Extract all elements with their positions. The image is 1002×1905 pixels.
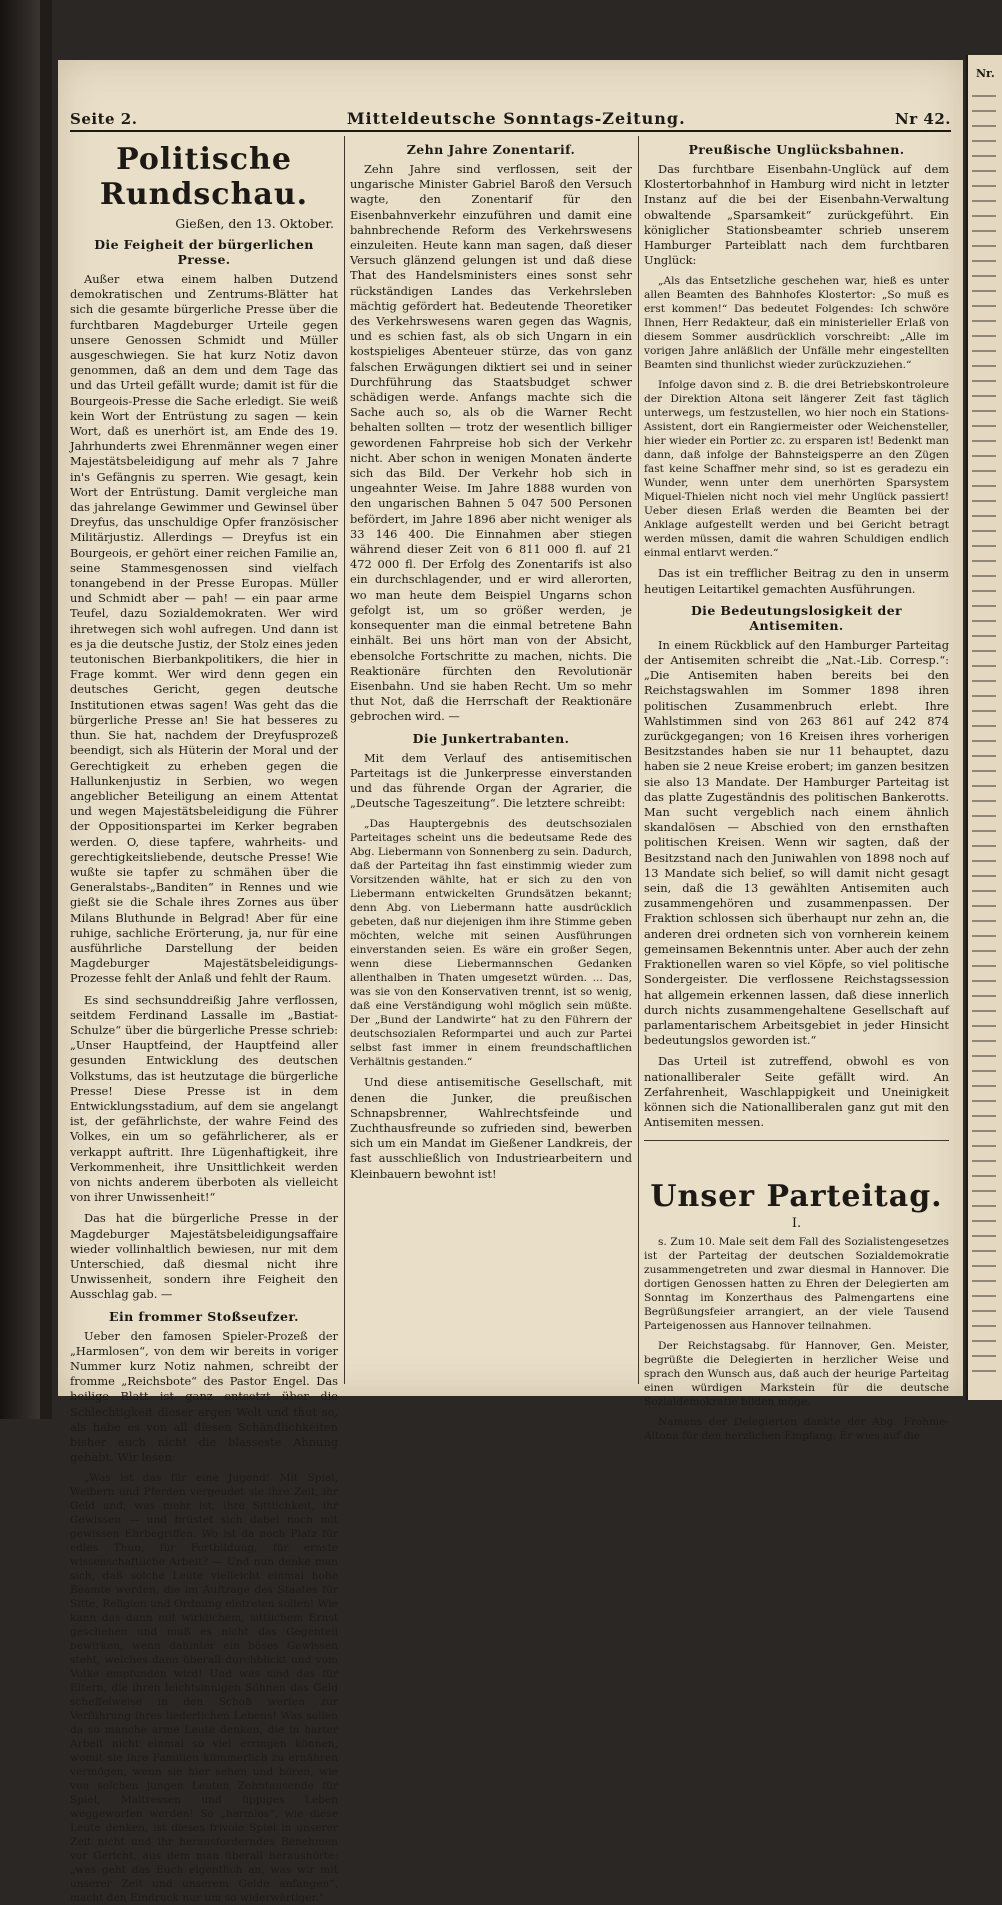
binding-board: [40, 0, 52, 1419]
article-heading: Ein frommer Stoßseufzer.: [109, 1308, 299, 1324]
article-quote: „Als das Entsetzliche geschehen war, hieß es unter allen Beamten des Bahnhofes Klostertor: „So muß es erst kommen!“ Das bedeutet Folgendes: Ich schwöre Ihnen, Herr Redakteur, daß ein ministerieller Erlaß von diesem Sommer ausdrücklich vorschreibt: „Alle im vorigen Jahre anläßlich der Unfälle mehr eingestellten Beamten sind thunlichst wieder zurückzuziehen.“: [644, 275, 949, 372]
adjacent-text-line: [972, 710, 996, 712]
adjacent-text-line: [972, 455, 996, 457]
article-heading: Preußische Unglücksbahnen.: [688, 142, 905, 157]
adjacent-text-line: [972, 410, 996, 412]
book-spine: [0, 0, 40, 1419]
article-heading: Die Junkertrabanten.: [412, 730, 570, 746]
article-paragraph: Der Reichstagsabg. für Hannover, Gen. Meister, begrüßte die Delegierten in herzlicher Weise und sprach den Wunsch aus, daß auch der heurige Parteitag einen würdigen Markstein für die deutsche Sozialdemokratie bilden möge.: [644, 1340, 949, 1409]
adjacent-text-line: [972, 635, 996, 637]
article-quote: Infolge davon sind z. B. die drei Betriebskontroleure der Direktion Altona seit längerer Zeit fast täglich unterwegs, um festzustellen, wo hier noch ein Stations-Assistent, dort ein Rangiermeister oder Weichensteller, hier wieder ein Portier zc. zu ersparen ist! Bedenkt man dann, daß infolge der Bahnsteigsperre an den Zügen fast keine Schaffner mehr sind, so ist es geradezu ein Wunder, wenn unter dem unerhörten Sparsystem Miquel-Thielen nicht noch viel mehr Unglück passiert! Ueber diesen Erlaß werden die Beamten bei der Anklage aufgestellt werden und bei Gericht betragt werden müssen, damit die wahren Schuldigen endlich einmal entlarvt werden.“: [644, 379, 949, 560]
adjacent-text-line: [972, 1190, 996, 1192]
adjacent-text-line: [972, 575, 996, 577]
adjacent-text-line: [972, 1055, 996, 1057]
adjacent-text-line: [972, 305, 996, 307]
adjacent-text-line: [972, 1340, 996, 1342]
adjacent-text-line: [972, 995, 996, 997]
adjacent-text-line: [972, 215, 996, 217]
adjacent-text-line: [972, 920, 996, 922]
adjacent-text-line: [972, 1205, 996, 1207]
adjacent-text-line: [972, 590, 996, 592]
adjacent-text-line: [972, 230, 996, 232]
section-divider: [644, 1140, 949, 1141]
adjacent-text-line: [972, 275, 996, 277]
adjacent-text-line: [972, 770, 996, 772]
parteitag-part: I.: [791, 1216, 802, 1232]
adjacent-text-line: [972, 515, 996, 517]
adjacent-text-line: [972, 485, 996, 487]
adjacent-text-line: [972, 1085, 996, 1087]
adjacent-text-line: [972, 665, 996, 667]
adjacent-text-line: [972, 965, 996, 967]
article-quote: „Was ist das für eine Jugend! Mit Spiel, Weibern und Pferden vergeudet sie ihre Zeit, ihr Geld und, was mehr ist, ihre Sittlichkeit, ihr Gewissen — und brüstet sich dabei noch mit gewissen Ehrbegriffen. Wo ist da noch Platz für edles Thun, für Fortbildung, für ernste wissenschaftliche Arbeit? — Und nun denke man sich, daß solche Leute vielleicht einmal hohe Beamte werden, die im Auftrage des Staates für Sitte, Religion und Ordnung eintreten sollen! Wie kann das dann mit wirklichem, sittlichem Ernst geschehen und muß es nicht das Gegenteil bewirken, wenn dahinter ein böses Gewissen steht, welches dann überall durchblickt und vom Volke empfunden wird! Und was sind das für Eltern, die ihren leichtsinnigen Söhnen das Geld scheffelweise in den Schoß werfen zur Verführung ihres liederlichen Lebens! Was sollen da so manche arme Leute denken, die in harter Arbeit nicht einmal so viel erringen können, womit sie ihre Familien kümmerlich zu ernähren vermögen, wenn sie hier sehen und hören, wie von solchen jungen Leuten Zehntausende für Spiel, Maitressen und üppiges Leben weggeworfen werden! So „harmlos“, wie diese Leute denken, ist dieses frivole Spiel in unserer Zeit nicht und ihr herausforderndes Benehmen vor Gericht, aus dem man überall heraushörte: „was geht das Euch eigentlich an, was wir mit unserer Zeit und unserem Gelde anfangen“, macht den Eindruck nur um so widerwärtiger.“: [70, 1472, 338, 1905]
article-paragraph: Das furchtbare Eisenbahn-Unglück auf dem Klostertorbahnhof in Hamburg wird nicht in letzter Instanz auf die bei der Eisenbahn-Verwaltung obwaltende „Sparsamkeit“ zurückgeführt. Ein königlicher Stationsbeamter schrieb unserem Hamburger Parteiblatt nach dem furchtbaren Unglück:: [644, 162, 949, 268]
parteitag-title: Unser Parteitag.: [650, 1179, 943, 1215]
adjacent-text-line: [972, 185, 996, 187]
adjacent-text-line: [972, 680, 996, 682]
adjacent-text-line: [972, 1025, 996, 1027]
adjacent-text-line: [972, 935, 996, 937]
adjacent-text-line: [972, 560, 996, 562]
column-rule: [638, 136, 639, 1384]
adjacent-page-edge: [966, 55, 1002, 1400]
adjacent-text-line: [972, 1325, 996, 1327]
adjacent-text-line: [972, 755, 996, 757]
adjacent-text-line: [972, 1070, 996, 1072]
adjacent-text-line: [972, 980, 996, 982]
adjacent-issue-fragment: Nr.: [976, 67, 995, 80]
adjacent-text-line: [972, 110, 996, 112]
adjacent-text-line: [972, 650, 996, 652]
adjacent-text-line: [972, 860, 996, 862]
adjacent-text-line: [972, 1040, 996, 1042]
column-3: [644, 136, 949, 1443]
adjacent-text-line: [972, 170, 996, 172]
article-heading: Zehn Jahre Zonentarif.: [406, 142, 576, 157]
adjacent-text-line: [972, 500, 996, 502]
article-paragraph: Namens der Delegierten dankte der Abg. Frohme-Altona für den herzlichen Empfang. Er wies auf die: [644, 1416, 949, 1443]
adjacent-text-line: [972, 335, 996, 337]
article-paragraph: Zehn Jahre sind verflossen, seit der ungarische Minister Gabriel Baroß den Versuch wagte, den Zonentarif für den Eisenbahnverkehr einzuführen und damit eine bahnbrechende Reform des Verkehrswesens einzuleiten. Heute kann man sagen, daß dieser Versuch glänzend gelungen ist und daß diese That des Handelsministers eines sonst sehr rückständigen Landes das Verkehrsleben mächtig gefördert hat. Bedeutende Theoretiker des Verkehrswesens waren gegen das Wagnis, und es schien fast, als ob sich Ungarn in ein kostspieliges Abenteuer stürze, das von ganz falschen Erwägungen diktiert sei und in seiner Durchführung das Staatsbudget schwer schädigen werde. Anfangs machte sich die Sache auch so, als ob die Warner Recht behalten sollten — trotz der wesentlich billiger gewordenen Fahrpreise hob sich der Verkehr nicht. Aber schon in wenigen Monaten änderte sich das Bild. Der Verkehr hob sich in ungeahnter Weise. Im Jahre 1888 wurden von den ungarischen Bahnen 5 047 500 Personen befördert, im Jahre 1896 aber nicht weniger als 33 146 400. Die Einnahmen aber stiegen während dieser Zeit von 6 811 000 fl. auf 21 472 000 fl. Der Erfolg des Zonentarifs ist also ein durchschlagender, und er wird allerorten, wo man heute dem Beispiel Ungarns schon gefolgt ist, um so größer werden, je konsequenter man die einmal betretene Bahn einhält. Bei uns hört man von der Absicht, ebensolche Fortschritte zu machen, nichts. Die Reaktionäre fürchten den Revolutionär Eisenbahn. Und sie haben Recht. Um so mehr thut Not, daß die Herrschaft der Reaktionäre gebrochen wird. —: [350, 162, 632, 724]
article-paragraph: Es sind sechsunddreißig Jahre verflossen, seitdem Ferdinand Lassalle im „Bastiat-Schulze“ über die bürgerliche Presse schrieb: „Unser Hauptfeind, der Hauptfeind aller gesunden Entwicklung des deutschen Volkstums, das ist heutzutage die bürgerliche Presse! Diese Presse ist in dem Entwicklungsstadium, auf dem sie angelangt ist, der gefährlichste, der wahre Feind des Volkes, ein um so gefährlicherer, als er verkappt auftritt. Ihre Lügenhaftigkeit, ihre Verkommenheit, ihre Unsittlichkeit werden von nichts anderem überboten als vielleicht von ihrer Unwissenheit!“: [70, 992, 338, 1205]
adjacent-text-line: [972, 1175, 996, 1177]
column-rule: [344, 136, 345, 1384]
article-paragraph: s. Zum 10. Male seit dem Fall des Sozialistengesetzes ist der Parteitag der deutschen Sozialdemokratie zusammengetreten und zwar diesmal in Hannover. Die dortigen Genossen hatten zu Ehren der Delegierten am Sonntag im Konzerthaus des Palmengartens eine Begrüßungsfeier arrangiert, an der viele Tausend Parteigenossen aus Hannover teilnahmen.: [644, 1236, 949, 1333]
adjacent-text-line: [972, 1160, 996, 1162]
article-paragraph: Das hat die bürgerliche Presse in der Magdeburger Majestätsbeleidigungsaffaire wieder vollinhaltlich bewiesen, nur mit dem Unterschied, daß diesmal nicht ihre Unwissenheit, sondern ihre Feigheit den Ausschlag gab. —: [70, 1211, 338, 1302]
adjacent-text-line: [972, 1250, 996, 1252]
adjacent-text-line: [972, 1280, 996, 1282]
article-paragraph: Ueber den famosen Spieler-Prozeß der „Harmlosen“, von dem wir bereits in voriger Nummer kurz Notiz nahmen, schreibt der fromme „Reichsbote“ des Pastor Engel. Das heilige Blatt ist ganz entsetzt über die Schlechtigkeit dieser argen Welt und thut so, als habe es von all diesen Schändlichkeiten bisher auch nicht die blasseste Ahnung gehabt. Wir lesen:: [70, 1328, 338, 1465]
adjacent-text-line: [972, 1355, 996, 1357]
adjacent-text-line: [972, 545, 996, 547]
adjacent-text-line: [972, 845, 996, 847]
adjacent-text-line: [972, 890, 996, 892]
adjacent-text-line: [972, 1295, 996, 1297]
article-quote: „Das Hauptergebnis des deutschsozialen Parteitages scheint uns die bedeutsame Rede des Abg. Liebermann von Sonnenberg zu sein. Dadurch, daß der Parteitag ihn fast einstimmig wieder zum Vorsitzenden wählte, hat er sich zu den von Liebermann entwickelten Grundsätzen bekannt; denn Abg. von Liebermann hatte ausdrücklich gebeten, daß nur diejenigen ihm ihre Stimme geben möchten, welche mit seinen Ausführungen einverstanden seien. Es wäre ein großer Segen, wenn diese Liebermannschen Gedanken allenthalben in Thaten umgesetzt würden. ... Das, was sie von den Konservativen trennt, ist so wenig, daß eine Verständigung wohl möglich sein müßte. Der „Bund der Landwirte“ hat zu den Führern der deutschsozialen Reformpartei und auch zur Partei selbst fast immer in einem freundschaftlichen Verhältnis gestanden.“: [350, 818, 632, 1069]
adjacent-text-line: [972, 440, 996, 442]
adjacent-text-line: [972, 1220, 996, 1222]
adjacent-text-line: [972, 350, 996, 352]
adjacent-text-line: [972, 200, 996, 202]
adjacent-text-line: [972, 740, 996, 742]
adjacent-text-line: [972, 785, 996, 787]
column-1: [70, 136, 338, 1905]
adjacent-text-line: [972, 320, 996, 322]
page-header: [70, 106, 951, 132]
adjacent-text-line: [972, 290, 996, 292]
article-heading: Die Feigheit der bürgerlichen Presse.: [94, 237, 314, 267]
adjacent-text-line: [972, 875, 996, 877]
adjacent-text-line: [972, 1130, 996, 1132]
newspaper-page: [58, 60, 963, 1905]
article-paragraph: Außer etwa einem halben Dutzend demokratischen und Zentrums-Blätter hat sich die gesamte bürgerliche Presse über die furchtbaren Magdeburger Urteile gegen unsere Genossen Schmidt und Müller ausgeschwiegen. Sie hat kurz Notiz davon genommen, daß an dem und dem Tage das und das Urteil gefällt wurde; damit ist für die Bourgeois-Presse die Sache erledigt. Sie weiß kein Wort der Entrüstung zu sagen — kein Wort, daß es unerhört ist, am Ende des 19. Jahrhunderts zwei Ehrenmänner wegen einer Majestätsbeleidigung auf mehr als 7 Jahre in's Gefängnis zu sperren. Wie gesagt, kein Wort der Entrüstung. Damit vergleiche man das jahrelange Gewimmer und Gewinsel über Dreyfus, das unschuldige Opfer französischer Militärjustiz. Allerdings — Dreyfus ist ein Bourgeois, er gehört einer reichen Familie an, seine Stammesgenossen sind vielfach tonangebend in der Presse Europas. Müller und Schmidt aber — pah! — ein paar arme Teufel, dazu Sozialdemokraten. Wer wird ihretwegen sich wohl aufregen. Und dann ist es ja die deutsche Justiz, der Stolz eines jeden teutonischen Bierbankpolitikers, die hier in Frage kommt. Wer wird denn gegen ein deutsches Gericht, gegen deutsche Institutionen etwas sagen! Was geht das die bürgerliche Presse an! Sie hat besseres zu thun. Sie hat, nachdem der Dreyfusprozeß beendigt, sich als Hüterin der Moral und der Gerechtigkeit zu erheben gegen die Hallunkenjustiz in Serbien, wo wegen angeblicher Beteiligung an einem Attentat und wegen Majestätsbeleidigung die Führer der Oppositionspartei im Kerker begraben werden. O, diese tapfere, wahrheits- und gerechtigkeitsliebende, deutsche Presse! Wie wußte sie tapfer zu schmähen über die Generalstabs-„Banditen“ in Rennes und wie gießt sie die Schale ihres Zornes aus über Milans Bluthunde in Belgrad! Aber für eine ruhige, sachliche Erörterung, ja, nur für eine ausführliche Darstellung der beiden Magdeburger Majestätsbeleidigungs-Prozesse fehlt der Anlaß und fehlt der Raum.: [70, 272, 338, 986]
article-paragraph: Das ist ein trefflicher Beitrag zu den in unserm heutigen Leitartikel gemachten Ausführungen.: [644, 566, 949, 596]
adjacent-text-line: [972, 1115, 996, 1117]
adjacent-text-line: [972, 245, 996, 247]
newspaper-title: Mitteldeutsche Sonntags-Zeitung.: [346, 109, 686, 128]
adjacent-text-line: [972, 260, 996, 262]
adjacent-text-line: [972, 1010, 996, 1012]
adjacent-text-line: [972, 695, 996, 697]
dateline: Gießen, den 13. Oktober.: [175, 216, 334, 231]
adjacent-text-line: [972, 1100, 996, 1102]
adjacent-text-line: [972, 1370, 996, 1372]
adjacent-text-line: [972, 95, 996, 97]
section-masthead: Politische Rundschau.: [99, 142, 309, 212]
adjacent-text-line: [972, 815, 996, 817]
adjacent-text-line: [972, 605, 996, 607]
page-number: Seite 2.: [70, 110, 138, 128]
adjacent-text-line: [972, 1235, 996, 1237]
adjacent-text-line: [972, 950, 996, 952]
article-paragraph: Das Urteil ist zutreffend, obwohl es von nationalliberaler Seite gefällt wird. An Zerfahrenheit, Waschlappigkeit und Uneinigkeit können sich die Nationalliberalen ganz gut mit den Antisemiten messen.: [644, 1054, 949, 1130]
adjacent-text-line: [972, 140, 996, 142]
adjacent-text-line: [972, 800, 996, 802]
adjacent-text-line: [972, 155, 996, 157]
adjacent-text-line: [972, 1265, 996, 1267]
adjacent-text-line: [972, 365, 996, 367]
article-paragraph: In einem Rückblick auf den Hamburger Parteitag der Antisemiten schreibt die „Nat.-Lib. Corresp.“: „Die Antisemiten haben bereits bei den Reichstagswahlen im Sommer 1898 ihren politischen Zusammenbruch erlebt. Ihre Wahlstimmen sind von 263 861 auf 242 874 zurückgegangen; von 16 Kreisen ihres vorherigen Besitzstandes haben sie nur 11 behauptet, dazu haben sie 2 neue Kreise erobert; im ganzen besitzen sie also 13 Mandate. Der Hamburger Parteitag ist das platte Zugeständnis des politischen Bankerotts. Man sucht vergeblich nach einem ähnlich skandalösen — Abschied von den ernsthaften politischen Kreisen. Wenn wir sagten, daß der Besitzstand nach den Juniwahlen von 1898 noch auf 13 Mandate sich belief, so will damit nicht gesagt sein, daß die 13 gewählten Antisemiten auch zusammengehören und zusammenpassen. Der Fraktion schlossen sich überhaupt nur zehn an, die anderen drei ordneten sich von vornherein keinem gemeinsamen Bekenntnis unter. Aber auch der zehn Fraktionellen waren so viel Köpfe, so viel politische Sondergeister. Die verflossene Reichstagssession hat allgemein erkennen lassen, daß diese innerlich durch nichts zusammengehaltene Gesellschaft auf parlamentarischem Arbeitsgebiet in jeder Hinsicht bedeutungslos geworden ist.“: [644, 637, 949, 1048]
adjacent-text-line: [972, 530, 996, 532]
adjacent-text-line: [972, 830, 996, 832]
adjacent-text-line: [972, 620, 996, 622]
column-2: [350, 136, 632, 1386]
adjacent-text-line: [972, 470, 996, 472]
article-paragraph: Mit dem Verlauf des antisemitischen Parteitags ist die Junkerpresse einverstanden und das führende Organ der Agrarier, die „Deutsche Tageszeitung“. Die letztere schreibt:: [350, 750, 632, 811]
adjacent-text-line: [972, 380, 996, 382]
adjacent-text-line: [972, 1145, 996, 1147]
adjacent-text-line: [972, 725, 996, 727]
adjacent-text-line: [972, 905, 996, 907]
issue-number: Nr 42.: [895, 110, 951, 128]
article-heading: Die Bedeutungslosigkeit der Antisemiten.: [690, 602, 903, 633]
adjacent-text-line: [972, 395, 996, 397]
adjacent-text-line: [972, 425, 996, 427]
article-paragraph: Und diese antisemitische Gesellschaft, mit denen die Junker, die preußischen Schnapsbrenner, Wahlrechtsfeinde und Zuchthausfreunde so zufrieden sind, bewerben sich um ein Mandat im Gießener Landkreis, der fast ausschließlich von Industriearbeitern und Kleinbauern bewohnt ist!: [350, 1075, 632, 1181]
adjacent-text-line: [972, 125, 996, 127]
adjacent-text-line: [972, 1310, 996, 1312]
